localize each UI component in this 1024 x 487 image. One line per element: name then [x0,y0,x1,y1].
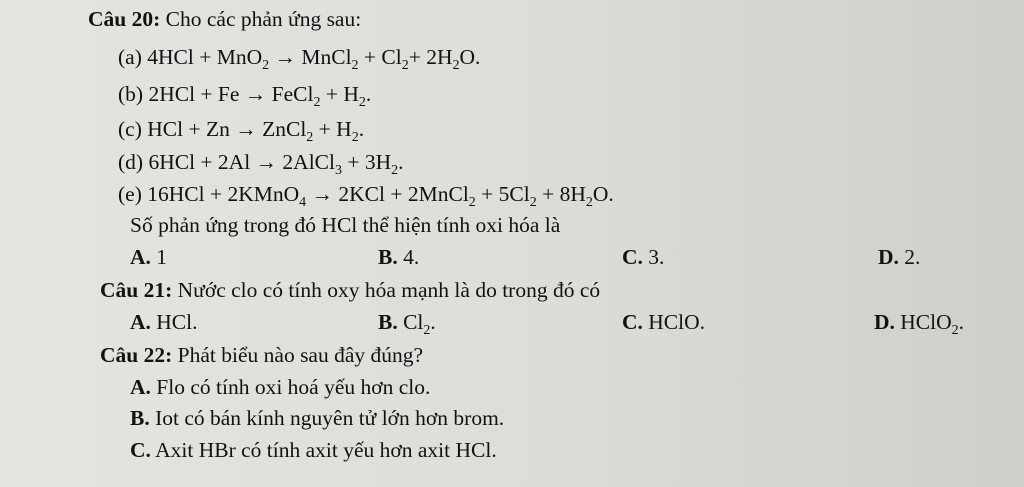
reaction-a [118,43,480,71]
reaction-label: (a) [118,45,142,69]
option-text: Iot có bán kính nguyên tử lớn hơn brom. [155,406,505,430]
reaction-text: + 8H [536,182,586,206]
option-letter: A. [130,310,151,334]
q22-title: Câu 22: [100,343,173,367]
subscript: 2 [423,323,431,338]
reaction-text: O. [459,45,481,69]
q21-text: Nước clo có tính oxy hóa mạnh là do trong đó có [177,278,601,302]
subscript: 4 [299,195,307,210]
option-letter: C. [622,245,643,269]
reaction-label: (d) [118,150,144,174]
reaction-text: . [365,82,372,106]
option-text: . [430,310,436,334]
option-letter: B. [130,406,150,430]
q20-title: Câu 20: [88,7,161,31]
reaction-e [118,180,614,208]
reaction-text: 6HCl + 2Al → 2AlCl [148,150,335,174]
subscript: 2 [351,58,359,73]
reaction-c [118,115,364,143]
q22-option-c[interactable] [130,436,497,464]
option-text: HCl. [156,310,198,334]
reaction-text: + 3H [341,150,392,174]
option-letter: B. [378,310,398,334]
reaction-text: + Cl [358,45,402,69]
subscript: 2 [351,130,359,145]
subscript: 2 [262,58,270,73]
q20-intro: Cho các phản ứng sau: [165,7,362,31]
option-text: Flo có tính oxi hoá yếu hơn clo. [156,375,431,399]
q21-title: Câu 21: [100,278,173,302]
subscript: 2 [585,195,593,210]
subscript: 3 [334,163,342,178]
option-text: HClO. [648,310,706,334]
option-text: 4. [403,245,420,269]
q21-option-b[interactable] [378,308,436,336]
option-text: . [958,310,965,334]
reaction-text: + H [313,117,352,141]
reaction-text: HCl + Zn → ZnCl [147,117,307,141]
q21-option-d[interactable] [874,308,964,336]
option-letter: B. [378,245,398,269]
option-text: 3. [648,245,665,269]
q22-option-b[interactable] [130,404,504,432]
reaction-label: (b) [118,82,144,106]
option-letter: C. [622,310,643,334]
q21-option-a[interactable] [130,308,198,336]
option-letter: D. [874,310,895,334]
subscript: 2 [391,163,399,178]
option-text: Axit HBr có tính axit yếu hơn axit HCl. [155,438,497,462]
subscript: 2 [306,130,314,145]
q21-heading [100,276,600,304]
q20-option-a[interactable] [130,243,167,271]
reaction-text: 2HCl + Fe → FeCl [148,82,314,106]
reaction-text: + H [320,82,359,106]
reaction-text: + 5Cl [475,182,530,206]
option-letter: C. [130,438,151,462]
option-text: 2. [904,245,921,269]
option-text: HClO [900,310,952,334]
reaction-text: 16HCl + 2KMnO [147,182,300,206]
reaction-text: → MnCl [269,45,352,69]
reaction-text: . [358,117,365,141]
q20-option-c[interactable] [622,243,664,271]
subscript: 2 [951,323,959,338]
reaction-label: (e) [118,182,142,206]
q20-option-b[interactable] [378,243,419,271]
reaction-text: 4HCl + MnO [147,45,263,69]
subscript: 2 [401,58,409,73]
q22-text: Phát biểu nào sau đây đúng? [177,343,424,367]
subscript: 2 [358,95,366,110]
q20-question: Số phản ứng trong đó HCl thể hiện tính oxi hóa là [130,213,561,237]
q20-option-d[interactable] [878,243,920,271]
option-letter: A. [130,375,151,399]
q21-option-c[interactable] [622,308,705,336]
option-text: Cl [403,310,424,334]
reaction-b [118,80,371,108]
subscript: 2 [529,195,537,210]
reaction-text: . [398,150,404,174]
reaction-text: → 2KCl + 2MnCl [306,182,469,206]
option-letter: A. [130,245,151,269]
reaction-text: O. [592,182,614,206]
q20-heading [88,5,361,33]
subscript: 2 [313,95,321,110]
option-letter: D. [878,245,899,269]
reaction-text: + 2H [408,45,453,69]
q22-option-a[interactable] [130,373,430,401]
option-text: 1 [156,245,168,269]
reaction-label: (c) [118,117,142,141]
subscript: 2 [452,58,460,73]
subscript: 2 [468,195,476,210]
q22-heading [100,341,423,369]
reaction-d [118,148,404,176]
